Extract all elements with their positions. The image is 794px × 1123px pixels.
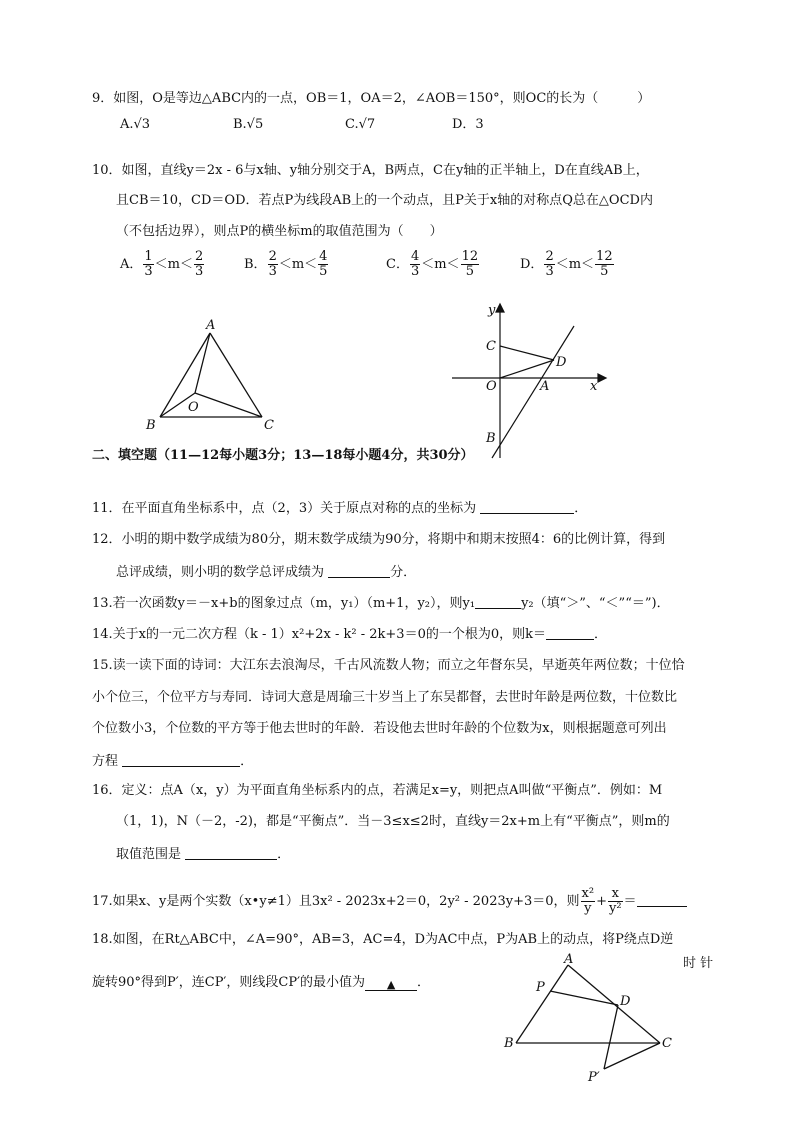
- q11-text: 11．在平面直角坐标系中，点（2，3）关于原点对称的点的坐标为: [92, 501, 477, 516]
- q13-text: 13.若一次函数y＝－x+b的图象过点（m，y₁）（m+1，y₂），则y₁: [92, 596, 476, 611]
- q18-text: 旋转90°得到P′，连CP′，则线段CP′的最小值为: [92, 975, 366, 990]
- y-axis-arrow-icon: [496, 304, 504, 312]
- x-axis-arrow-icon: [598, 374, 606, 382]
- label-x: x: [590, 379, 598, 394]
- fraction: [581, 887, 596, 916]
- label-a: A: [564, 952, 574, 967]
- fraction: [544, 250, 554, 279]
- fraction: [608, 887, 623, 916]
- q9-option-b: B.√5: [233, 117, 264, 132]
- q11: [92, 499, 587, 518]
- fraction: [268, 250, 278, 279]
- numerator: 4: [319, 249, 328, 264]
- denominator: 5: [319, 264, 328, 279]
- denominator: 5: [600, 264, 609, 279]
- q16-line-3: [116, 845, 290, 864]
- fraction: [143, 250, 153, 279]
- label-b: B: [146, 418, 156, 433]
- q17: [92, 887, 687, 916]
- q13-answer-blank[interactable]: [475, 594, 521, 609]
- q9-option-a: A.√3: [120, 117, 151, 132]
- label-d: D: [556, 355, 567, 370]
- numerator: 4: [410, 249, 420, 264]
- q12-text: 总评成绩，则小明的数学总评成绩为: [116, 565, 325, 580]
- option-label: D．: [520, 257, 544, 272]
- q11-end: ．: [574, 501, 588, 516]
- edge-ab: [516, 965, 568, 1043]
- q18-line-2: [92, 974, 430, 992]
- segment-od: [500, 360, 554, 378]
- denominator: 5: [465, 264, 474, 279]
- inequality: ＜m＜: [421, 257, 460, 272]
- q12-answer-blank[interactable]: [328, 563, 390, 578]
- line-ab: [492, 326, 574, 458]
- label-c: C: [486, 339, 496, 354]
- label-b: B: [486, 431, 496, 446]
- denominator: 3: [545, 264, 554, 279]
- q9-option-d: D．3: [452, 117, 484, 132]
- q12-line-2: [116, 563, 416, 582]
- equals-sign: ＝: [623, 894, 637, 909]
- q18-line-1: 18.如图，在Rt△ABC中，∠A=90°，AB=3，AC=4，D为AC中点，P为AB上的动点，将P绕点D逆: [92, 932, 674, 947]
- segment-oa: [195, 333, 210, 393]
- q10-option-a: [120, 250, 205, 279]
- fraction: [194, 250, 204, 279]
- plus-sign: +: [596, 894, 607, 909]
- q12-line-1: 12．小明的期中数学成绩为80分，期末数学成绩为90分，将期中和期末按照4：6的比例计算，得到: [92, 532, 666, 547]
- label-d: D: [620, 994, 631, 1009]
- q15-line-3: 个位数小3，个位数的平方等于他去世时的年龄．若设他去世时年龄的个位数为x，则根据题意可列出: [92, 721, 667, 736]
- q10-coordinate-figure: [450, 300, 610, 460]
- denominator: y²: [608, 901, 622, 916]
- fraction: [318, 250, 328, 279]
- numerator: 2: [545, 249, 554, 264]
- q15-line-1: 15.读一读下面的诗词：大江东去浪淘尽，千古风流数人物；而立之年督东吴，早逝英年两位数；十位恰: [92, 658, 685, 673]
- q16-end: ．: [277, 847, 291, 862]
- denominator: 3: [195, 264, 204, 279]
- edge-ab: [160, 333, 210, 417]
- q10-line-1: 10．如图，直线y＝2x - 6与x轴、y轴分别交于A，B两点，C在y轴的正半轴上，D在直线AB上，: [92, 163, 649, 178]
- fraction: [410, 250, 420, 279]
- label-o: O: [486, 379, 497, 394]
- q16-answer-blank[interactable]: [185, 845, 277, 860]
- label-a: A: [206, 318, 216, 333]
- q15-end: ．: [240, 754, 254, 769]
- q15-line-4: [92, 752, 253, 771]
- q17-text: 17.如果x、y是两个实数（x•y≠1）且3x² - 2023x+2＝0，2y² - 2023y+3＝0，则: [92, 894, 580, 909]
- q9-option-c: C.√7: [345, 117, 376, 132]
- denominator: 3: [268, 264, 277, 279]
- q13-end: y₂（填“＞”、“＜”“＝”)．: [521, 596, 670, 611]
- inequality: ＜m＜: [154, 257, 193, 272]
- numerator: 2: [195, 249, 204, 264]
- q14-text: 14.关于x的一元二次方程（k - 1）x²+2x - k² - 2k+3＝0的一个根为0，则k＝: [92, 627, 546, 642]
- q10-option-b: [244, 250, 329, 279]
- q15-line-2: 小个位三，个位平方与寿同．诗词大意是周瑜三十岁当上了东吴都督，去世时年龄是两位数，十位数比: [92, 690, 678, 705]
- label-a: A: [540, 379, 550, 394]
- segment-dp-prime: [604, 1005, 618, 1069]
- label-o: O: [188, 400, 199, 415]
- numerator: x²: [581, 886, 595, 901]
- section-header-fill-in: 二、填空题（11—12每小题3分；13—18每小题4分，共30分）: [92, 448, 474, 463]
- q9-triangle-figure: [140, 315, 290, 435]
- q10-line-2: 且CB＝10，CD＝OD．若点P为线段AB上的一个动点，且P关于x轴的对称点Q总在△OCD内: [116, 193, 653, 208]
- denominator: 3: [144, 264, 153, 279]
- numerator: x: [608, 887, 623, 902]
- segment-cd: [500, 346, 554, 360]
- q12-end: 分．: [390, 565, 417, 580]
- label-y: y: [488, 303, 496, 318]
- q18-triangle-figure: [500, 952, 680, 1085]
- q16-line-1: 16．定义：点A（x，y）为平面直角坐标系内的点，若满足x=y，则把点A叫做“平衡点”．例如：M: [92, 783, 663, 798]
- fraction: [461, 250, 480, 279]
- q17-answer-blank[interactable]: [637, 892, 687, 907]
- numerator: 12: [596, 249, 613, 264]
- q16-line-2: （1，1)，N（－2，-2)，都是“平衡点”．当－3≤x≤2时，直线y＝2x+m上有“平衡点”，则m的: [116, 814, 670, 829]
- q10-option-c: [386, 250, 480, 279]
- q16-text: 取值范围是: [116, 847, 182, 862]
- edge-ac: [210, 333, 262, 417]
- label-b: B: [504, 1036, 514, 1051]
- q15-text: 方程: [92, 754, 119, 769]
- q18-answer-blank[interactable]: [365, 976, 417, 991]
- label-p: P: [536, 980, 545, 995]
- option-label: A．: [120, 257, 143, 272]
- label-c: C: [264, 418, 274, 433]
- option-label: C．: [386, 257, 409, 272]
- inequality: ＜m＜: [278, 257, 318, 272]
- denominator: 3: [410, 264, 420, 279]
- q14: [92, 625, 607, 644]
- triangle-marker-icon: ▲: [386, 978, 396, 991]
- label-c: C: [662, 1036, 672, 1051]
- q9-stem: 9．如图，O是等边△ABC内的一点，OB＝1，OA＝2，∠AOB＝150°，则OC的长为（ ）: [92, 91, 651, 106]
- numerator: 2: [268, 249, 277, 264]
- label-p-prime: P′: [588, 1070, 600, 1085]
- inequality: ＜m＜: [555, 257, 595, 272]
- option-label: B．: [244, 257, 267, 272]
- segment-cp-prime: [604, 1043, 660, 1069]
- denominator: y: [584, 901, 592, 916]
- q18-end: ．: [417, 975, 431, 990]
- q11-answer-blank[interactable]: [480, 499, 574, 514]
- q13: [92, 594, 670, 613]
- q14-end: ．: [594, 627, 608, 642]
- q10-option-d: [520, 250, 615, 279]
- numerator: 1: [144, 249, 153, 264]
- q10-line-3: （不包括边界），则点P的横坐标m的取值范围为（ ）: [116, 224, 443, 239]
- fraction: [595, 250, 614, 279]
- segment-oc: [195, 393, 262, 417]
- q18-line-1b: 时 针: [683, 956, 714, 971]
- q15-answer-blank[interactable]: [122, 752, 240, 767]
- numerator: 12: [461, 249, 479, 264]
- q14-answer-blank[interactable]: [546, 625, 594, 640]
